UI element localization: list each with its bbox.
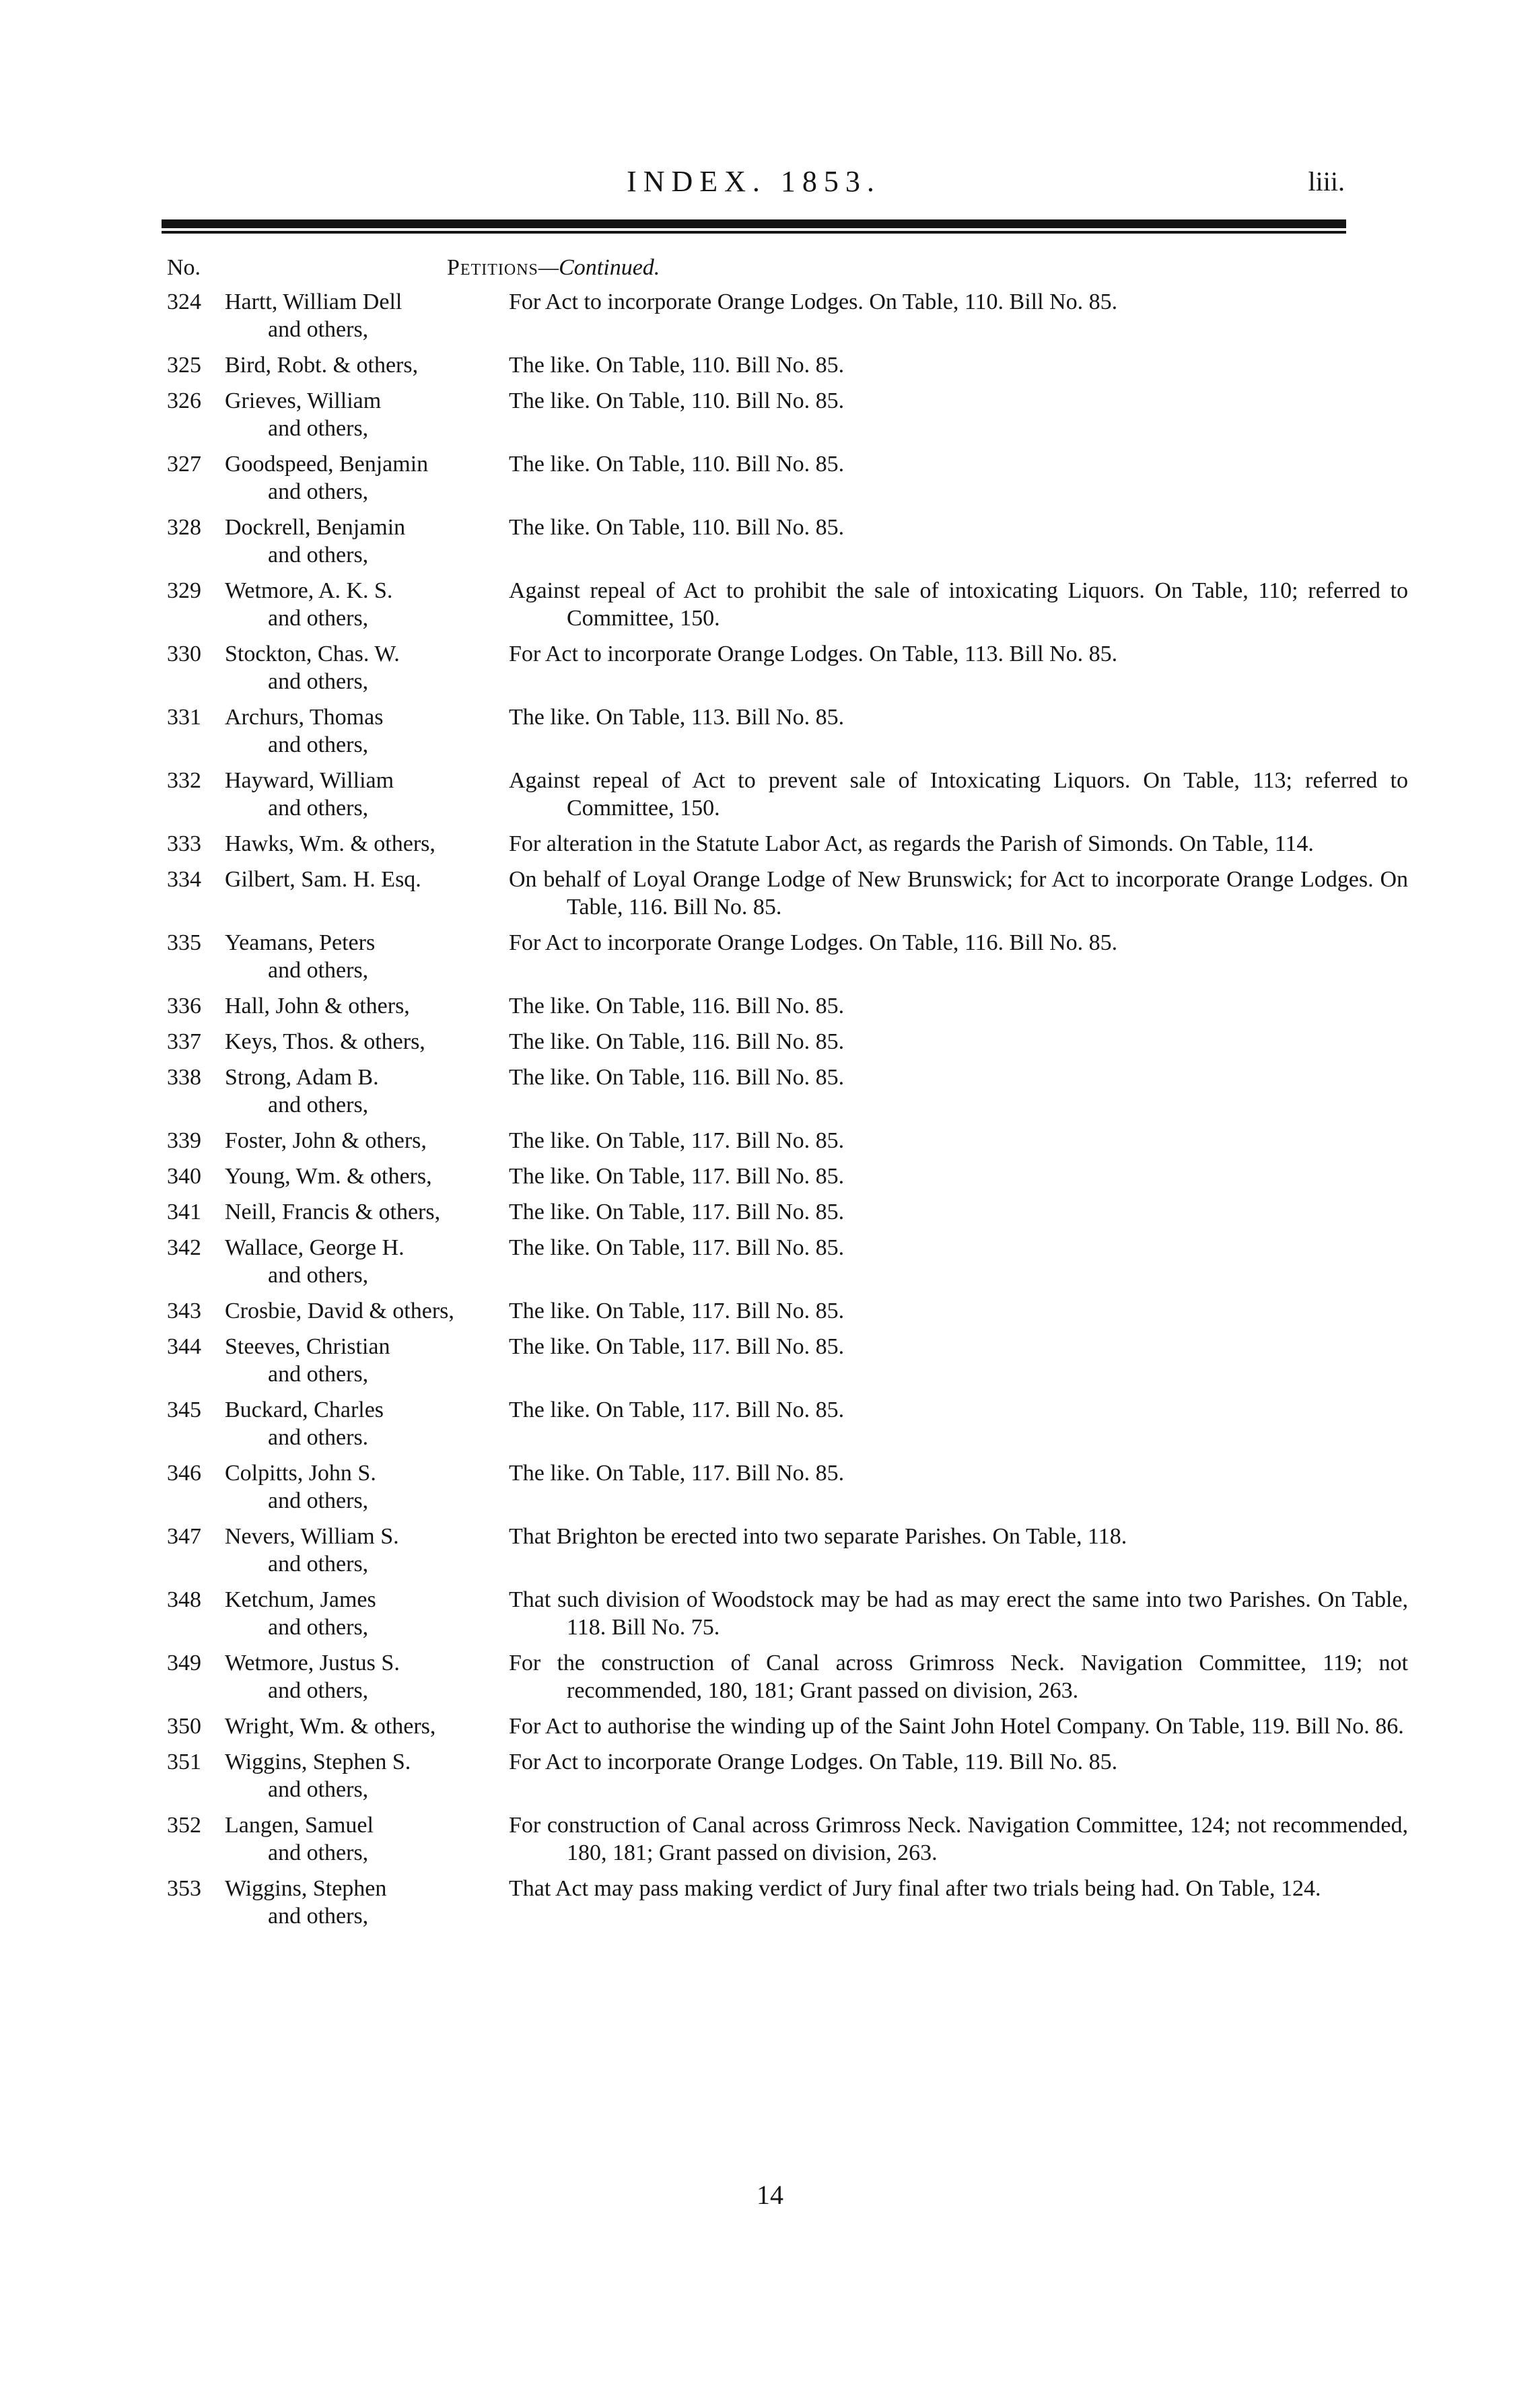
petitioner — [225, 1198, 656, 1226]
petitioner — [225, 1649, 656, 1704]
petition-entry — [167, 640, 1346, 695]
petitioner — [225, 929, 656, 984]
petitioner-name: Stockton, Chas. W. — [225, 642, 400, 666]
petition-description: For construction of Canal across Grimross Neck. Navigation Committee, 124; not recommended, 180, 181; Grant passed on division, 263. — [509, 1813, 1408, 1865]
petitioner-name: Keys, Thos. & others, — [225, 1029, 425, 1054]
entry-number: 328 — [167, 515, 201, 540]
petitioner — [225, 1748, 656, 1803]
petitioner-name: Grieves, William — [225, 388, 382, 413]
petitioner — [225, 450, 656, 506]
petitioner-others: and others, — [268, 1777, 369, 1802]
entry-number: 326 — [167, 388, 201, 413]
petition-entry — [167, 1811, 1408, 1867]
petitioner-others: and others, — [268, 796, 369, 821]
petitioner-others: and others, — [268, 1840, 369, 1865]
column-heading-no: No. — [167, 255, 201, 280]
petitioner-others: and others, — [268, 669, 369, 694]
entry-number: 339 — [167, 1128, 201, 1153]
petitioner-name: Buckard, Charles — [225, 1397, 384, 1422]
section-continued: —Continued. — [538, 255, 660, 280]
petition-entry — [167, 1127, 1346, 1154]
petition-entry — [167, 866, 1408, 921]
petition-entry — [167, 577, 1408, 632]
entry-number: 348 — [167, 1587, 201, 1612]
petitioner — [225, 1064, 656, 1119]
petitioner — [225, 866, 656, 893]
petition-entry — [167, 992, 1346, 1020]
petition-description: The like. On Table, 116. Bill No. 85. — [509, 994, 845, 1018]
petitioner-name: Wiggins, Stephen — [225, 1876, 387, 1901]
petition-description: For Act to incorporate Orange Lodges. On Table, 116. Bill No. 85. — [509, 930, 1118, 955]
petitioner-name: Young, Wm. & others, — [225, 1164, 432, 1189]
petition-entry — [167, 1333, 1346, 1388]
petition-description: The like. On Table, 117. Bill No. 85. — [509, 1461, 845, 1486]
petitioner — [225, 1586, 656, 1641]
page-number: 14 — [757, 2180, 783, 2210]
petitioner-name: Wright, Wm. & others, — [225, 1714, 436, 1739]
entry-number: 351 — [167, 1750, 201, 1774]
entry-number: 352 — [167, 1813, 201, 1838]
petitioner-name: Wetmore, Justus S. — [225, 1651, 400, 1675]
petition-description: The like. On Table, 117. Bill No. 85. — [509, 1334, 845, 1359]
petition-description: The like. On Table, 113. Bill No. 85. — [509, 705, 845, 730]
entry-number: 353 — [167, 1876, 201, 1901]
petition-description: That Act may pass making verdict of Jury final after two trials being had. On Table, 124. — [509, 1876, 1321, 1901]
petitioner-name: Goodspeed, Benjamin — [225, 452, 429, 477]
petition-entry — [167, 1586, 1408, 1641]
petition-description: The like. On Table, 116. Bill No. 85. — [509, 1065, 845, 1090]
folio-number: liii. — [1308, 166, 1345, 197]
petition-entry — [167, 703, 1346, 759]
petition-description: The like. On Table, 110. Bill No. 85. — [509, 452, 845, 477]
entry-number: 338 — [167, 1065, 201, 1090]
petitioner-others: and others, — [268, 1904, 369, 1929]
petitioner — [225, 1297, 656, 1325]
petitioner-name: Archurs, Thomas — [225, 705, 384, 730]
petitioner — [225, 992, 656, 1020]
petition-description: The like. On Table, 117. Bill No. 85. — [509, 1128, 845, 1153]
petitioner-name: Strong, Adam B. — [225, 1065, 379, 1090]
entry-number: 347 — [167, 1524, 201, 1549]
petitioner — [225, 1713, 656, 1740]
petitioner-name: Nevers, William S. — [225, 1524, 399, 1549]
entry-number: 324 — [167, 289, 201, 314]
petitioner-others: and others, — [268, 606, 369, 631]
entry-number: 342 — [167, 1235, 201, 1260]
petition-description: For the construction of Canal across Grimross Neck. Navigation Committee, 119; not recommended, 180, 181; Grant passed on division, 263. — [509, 1651, 1408, 1703]
petition-entry — [167, 1163, 1346, 1190]
petition-entry — [167, 929, 1346, 984]
petition-entry — [167, 1713, 1404, 1740]
petitioner-name: Hawks, Wm. & others, — [225, 831, 435, 856]
petition-description: The like. On Table, 110. Bill No. 85. — [509, 388, 845, 413]
petitioner — [225, 1127, 656, 1154]
entry-number: 344 — [167, 1334, 201, 1359]
petition-entry — [167, 1234, 1346, 1289]
petitioner — [225, 1875, 656, 1930]
petitioner-name: Colpitts, John S. — [225, 1461, 376, 1486]
page-header — [162, 162, 1346, 215]
entry-number: 336 — [167, 994, 201, 1018]
entry-number: 335 — [167, 930, 201, 955]
petitioner-name: Yeamans, Peters — [225, 930, 376, 955]
petition-entry — [167, 450, 1346, 506]
petitioner-others: and others, — [268, 1488, 369, 1513]
petitioner-others: and others, — [268, 1678, 369, 1703]
petitioner-others: and others, — [268, 1093, 369, 1117]
header-rule-thin — [162, 231, 1346, 234]
petition-description: The like. On Table, 117. Bill No. 85. — [509, 1299, 845, 1323]
petition-description: For alteration in the Statute Labor Act, as regards the Parish of Simonds. On Table, 114. — [509, 831, 1314, 856]
entry-number: 333 — [167, 831, 201, 856]
petitioner-name: Langen, Samuel — [225, 1813, 374, 1838]
entry-number: 334 — [167, 867, 201, 892]
petitioner — [225, 1811, 656, 1867]
petitioner-name: Hayward, William — [225, 768, 394, 793]
petitioner — [225, 577, 656, 632]
petitioner-name: Hartt, William Dell — [225, 289, 403, 314]
petitioner — [225, 1459, 656, 1515]
petition-description: The like. On Table, 117. Bill No. 85. — [509, 1164, 845, 1189]
petitioner — [225, 351, 656, 379]
petition-description: Against repeal of Act to prevent sale of Intoxicating Liquors. On Table, 113; referred to Committee, 150. — [509, 768, 1408, 821]
petitioner-name: Foster, John & others, — [225, 1128, 427, 1153]
petitioner-others: and others, — [268, 543, 369, 567]
entry-number: 327 — [167, 452, 201, 477]
petitioner-others: and others, — [268, 1552, 369, 1577]
entry-number: 341 — [167, 1200, 201, 1224]
petitioner-name: Neill, Francis & others, — [225, 1200, 441, 1224]
petitioner — [225, 514, 656, 569]
petition-entry — [167, 1875, 1346, 1930]
petition-entry — [167, 830, 1346, 858]
petitioner — [225, 767, 656, 822]
petition-description: The like. On Table, 117. Bill No. 85. — [509, 1397, 845, 1422]
petition-description: That such division of Woodstock may be had as may erect the same into two Parishes. On Table, 118. Bill No. 75. — [509, 1587, 1408, 1640]
petitioner-others: and others, — [268, 479, 369, 504]
entry-number: 343 — [167, 1299, 201, 1323]
petitioner — [225, 1333, 656, 1388]
petition-entry — [167, 1459, 1346, 1515]
petitioner-name: Crosbie, David & others, — [225, 1299, 454, 1323]
petition-entry — [167, 1649, 1408, 1704]
petition-description: On behalf of Loyal Orange Lodge of New Brunswick; for Act to incorporate Orange Lodges. On Table, 116. Bill No. 85. — [509, 867, 1408, 920]
entry-number: 346 — [167, 1461, 201, 1486]
petitioner-name: Wiggins, Stephen S. — [225, 1750, 411, 1774]
petition-description: Against repeal of Act to prohibit the sale of intoxicating Liquors. On Table, 110; referred to Committee, 150. — [509, 578, 1408, 631]
petitioner — [225, 830, 656, 858]
petition-entry — [167, 387, 1346, 442]
petition-description: The like. On Table, 116. Bill No. 85. — [509, 1029, 845, 1054]
petition-entry — [167, 514, 1346, 569]
petition-entry — [167, 351, 1346, 379]
petitioner-name: Hall, John & others, — [225, 994, 410, 1018]
petitioner-others: and others, — [268, 1615, 369, 1640]
entry-number: 350 — [167, 1714, 201, 1739]
entry-number: 349 — [167, 1651, 201, 1675]
petitioner — [225, 1028, 656, 1056]
petition-description: For Act to incorporate Orange Lodges. On Table, 113. Bill No. 85. — [509, 642, 1118, 666]
petitioner — [225, 703, 656, 759]
entry-number: 332 — [167, 768, 201, 793]
entry-number: 331 — [167, 705, 201, 730]
petitioner — [225, 1234, 656, 1289]
petition-description: For Act to authorise the winding up of the Saint John Hotel Company. On Table, 119. Bill No. 86. — [509, 1714, 1404, 1739]
running-title: INDEX. 1853. — [627, 165, 881, 198]
entry-number: 330 — [167, 642, 201, 666]
petition-entry — [167, 1523, 1346, 1578]
petitioner-name: Wetmore, A. K. S. — [225, 578, 393, 603]
section-heading — [447, 253, 660, 283]
petitioner-others: and others, — [268, 317, 369, 342]
petition-description: For Act to incorporate Orange Lodges. On Table, 110. Bill No. 85. — [509, 289, 1118, 314]
petitioner — [225, 1396, 656, 1451]
petitioner-name: Steeves, Christian — [225, 1334, 390, 1359]
petitioner-name: Bird, Robt. & others, — [225, 353, 419, 378]
petition-entry — [167, 767, 1408, 822]
petition-description: The like. On Table, 117. Bill No. 85. — [509, 1200, 845, 1224]
petitioner — [225, 387, 656, 442]
petition-description: For Act to incorporate Orange Lodges. On Table, 119. Bill No. 85. — [509, 1750, 1118, 1774]
entry-number: 345 — [167, 1397, 201, 1422]
petitioner — [225, 1523, 656, 1578]
entry-number: 340 — [167, 1164, 201, 1189]
petition-entry — [167, 1748, 1346, 1803]
petition-description: The like. On Table, 110. Bill No. 85. — [509, 353, 845, 378]
section-label: Petitions — [447, 255, 538, 280]
petitioner-others: and others, — [268, 732, 369, 757]
petitioner — [225, 1163, 656, 1190]
petition-entry — [167, 1028, 1346, 1056]
petition-entry — [167, 1064, 1346, 1119]
header-rule-thick — [162, 219, 1346, 228]
petitioner — [225, 640, 656, 695]
petition-description: The like. On Table, 117. Bill No. 85. — [509, 1235, 845, 1260]
petitioner-others: and others, — [268, 1263, 369, 1288]
petitioner-others: and others, — [268, 1362, 369, 1387]
petitioner — [225, 288, 656, 343]
petitioner-others: and others, — [268, 958, 369, 983]
petitioner-others: and others, — [268, 416, 369, 441]
entry-number: 329 — [167, 578, 201, 603]
entry-number: 325 — [167, 353, 201, 378]
petition-entry — [167, 1198, 1346, 1226]
petition-entry — [167, 288, 1346, 343]
petitioner-others: and others. — [268, 1425, 369, 1450]
petition-description: The like. On Table, 110. Bill No. 85. — [509, 515, 845, 540]
petitioner-name: Gilbert, Sam. H. Esq. — [225, 867, 421, 892]
petitioner-name: Dockrell, Benjamin — [225, 515, 406, 540]
entry-number: 337 — [167, 1029, 201, 1054]
petition-entry — [167, 1396, 1346, 1451]
petition-description: That Brighton be erected into two separate Parishes. On Table, 118. — [509, 1524, 1127, 1549]
petition-list — [167, 288, 1408, 1938]
petitioner-name: Wallace, George H. — [225, 1235, 405, 1260]
petitioner-name: Ketchum, James — [225, 1587, 376, 1612]
petition-entry — [167, 1297, 1346, 1325]
